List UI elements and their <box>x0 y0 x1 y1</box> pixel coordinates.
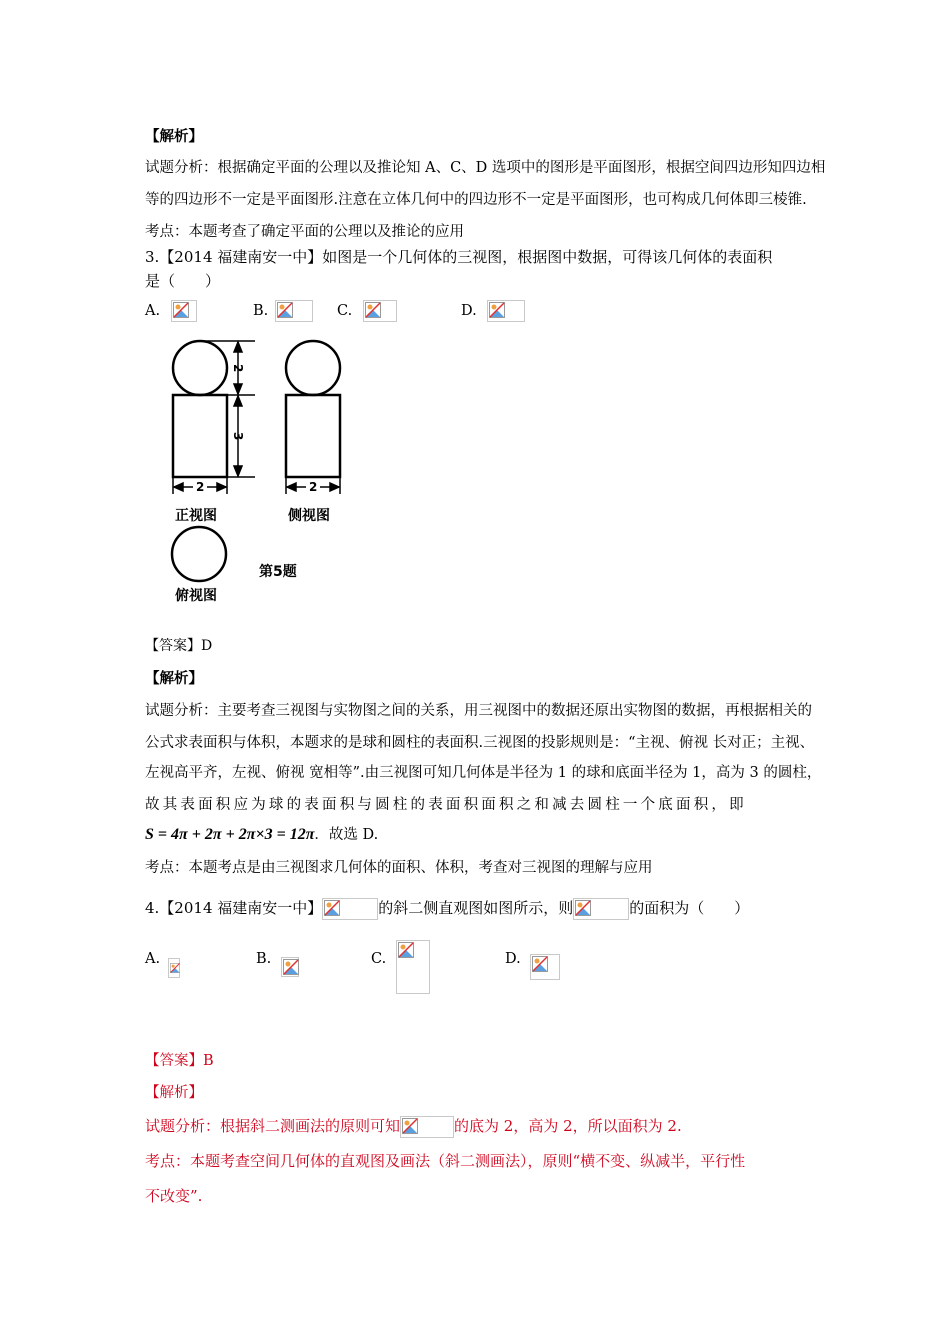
q3-option-a[interactable] <box>145 300 197 322</box>
broken-image-icon <box>322 898 378 920</box>
question-4-stem <box>145 898 749 920</box>
front-view-label: 正视图 <box>175 508 217 524</box>
q3-option-b-label: B. <box>253 303 269 319</box>
broken-image-icon <box>400 1116 454 1138</box>
broken-image-icon <box>363 300 397 322</box>
q4-answer: 【答案】B <box>145 1053 214 1069</box>
q3-formula-tail: ．故选 D. <box>314 827 379 843</box>
dim-2-front: 2 <box>196 480 205 494</box>
q4-option-d[interactable] <box>505 950 521 968</box>
side-view-cylinder <box>286 395 340 477</box>
side-view-sphere <box>286 341 340 395</box>
q3-analysis-3: 左视高平齐，左视、俯视 宽相等”.由三视图可知几何体是半径为 1 的球和底面半径为 1，高为 3 的圆柱， <box>145 765 822 781</box>
q3-analysis-1: 试题分析：主要考查三视图与实物图之间的关系，用三视图中的数据还原出实物图的数据，再根据相关的 <box>145 703 812 719</box>
q3-formula: S = 4π + 2π + 2π×3 = 12π <box>145 826 315 843</box>
q4-analysis-1a: 试题分析：根据斜二测画法的原则可知 <box>145 1117 401 1135</box>
q3-jiexi-label: 【解析】 <box>145 670 203 687</box>
q4-analysis-2: 考点：本题考查空间几何体的直观图及画法（斜二测画法），原则“横不变、纵减半，平行性 <box>145 1152 746 1170</box>
question-3-stem: 3.【2014 福建南安一中】如图是一个几何体的三视图，根据图中数据，可得该几何体的表面积 <box>145 248 773 266</box>
q4-option-c[interactable] <box>371 950 386 968</box>
q3-option-d-label: D. <box>461 303 477 319</box>
q4-option-a-label: A. <box>145 951 161 967</box>
q4-option-d-label: D. <box>505 951 521 967</box>
q4-stem-b: 的斜二侧直观图如图所示，则 <box>378 899 574 917</box>
broken-image-icon <box>396 940 430 994</box>
q3-option-a-label: A. <box>145 303 161 319</box>
dim-2-vertical: 2 <box>231 364 245 373</box>
broken-image-icon <box>168 958 180 978</box>
front-view-cylinder <box>173 395 227 477</box>
top-view-circle <box>172 527 226 581</box>
q4-option-b[interactable] <box>256 950 271 968</box>
q3-option-b[interactable] <box>253 300 313 322</box>
q3-analysis-2: 公式求表面积与体积，本题求的是球和圆柱的表面积.三视图的投影规则是：“主视、俯视 长对正；主视、 <box>145 735 815 751</box>
q3-option-d[interactable] <box>461 300 525 322</box>
three-view-figure <box>160 332 360 608</box>
q4-stem-c: 的面积为（ ） <box>629 899 750 917</box>
front-view-sphere <box>173 341 227 395</box>
broken-image-icon <box>171 300 197 322</box>
jiexi-label-1: 【解析】 <box>145 128 203 145</box>
question-3-stem-2: 是（ ） <box>145 272 221 290</box>
side-view-label: 侧视图 <box>288 508 330 524</box>
broken-image-icon <box>281 957 299 977</box>
top-view-label: 俯视图 <box>175 588 217 604</box>
q4-option-b-label: B. <box>256 951 272 967</box>
q3-answer: 【答案】D <box>145 638 213 654</box>
broken-image-icon <box>487 300 525 322</box>
analysis-text-1b: 等的四边形不一定是平面图形.注意在立体几何中的四边形不一定是平面图形，也可构成几何体即三棱锥. <box>145 192 807 208</box>
dim-2-side: 2 <box>309 480 318 494</box>
q3-option-c[interactable] <box>337 300 397 322</box>
q3-kaodian: 考点：本题考点是由三视图求几何体的面积、体积，考查对三视图的理解与应用 <box>145 860 653 876</box>
dim-3-vertical: 3 <box>231 432 245 441</box>
problem-number-label: 第5题 <box>259 564 297 580</box>
q3-option-c-label: C. <box>337 303 353 319</box>
q3-formula-line <box>145 826 378 844</box>
q4-analysis-1b: 的底为 2，高为 2，所以面积为 2. <box>454 1117 682 1135</box>
q4-stem-a: 4.【2014 福建南安一中】 <box>145 899 323 917</box>
q4-analysis-1 <box>145 1116 682 1138</box>
analysis-text-1: 试题分析：根据确定平面的公理以及推论知 A、C、D 选项中的图形是平面图形，根据空间四边形知四边相 <box>145 160 826 176</box>
q4-analysis-3: 不改变”. <box>145 1187 203 1205</box>
broken-image-icon <box>530 954 560 980</box>
q3-analysis-4: 故其表面积应为球的表面积与圆柱的表面积面积之和减去圆柱一个底面积，即 <box>145 797 747 813</box>
q4-option-a[interactable] <box>145 950 160 968</box>
broken-image-icon <box>275 300 313 322</box>
kaodian-text-1: 考点：本题考查了确定平面的公理以及推论的应用 <box>145 224 464 240</box>
broken-image-icon <box>573 898 629 920</box>
q4-jiexi-label: 【解析】 <box>145 1085 203 1101</box>
q4-option-c-label: C. <box>371 951 387 967</box>
